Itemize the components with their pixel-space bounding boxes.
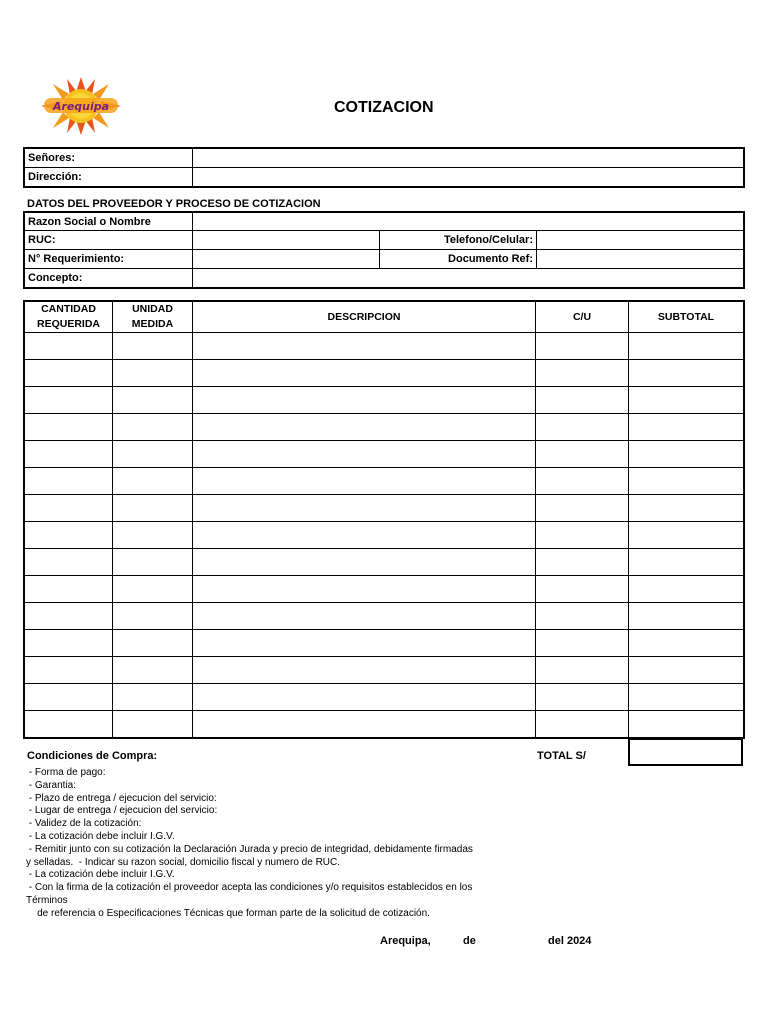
descripcion-cell[interactable] <box>193 495 536 522</box>
condition-line: - La cotización debe incluir I.G.V. <box>26 869 175 881</box>
cantidad-cell[interactable] <box>25 603 113 630</box>
cu-cell[interactable] <box>536 387 629 414</box>
cantidad-cell[interactable] <box>25 576 113 603</box>
subtotal-cell[interactable] <box>629 495 744 522</box>
descripcion-cell[interactable] <box>193 333 536 360</box>
item-row <box>25 387 744 414</box>
descripcion-cell[interactable] <box>193 522 536 549</box>
unidad-cell[interactable] <box>113 441 193 468</box>
arequipa-logo <box>40 76 122 136</box>
item-row <box>25 603 744 630</box>
direccion-field[interactable] <box>193 168 744 187</box>
concepto-field[interactable] <box>193 269 744 288</box>
ruc-label: RUC: <box>25 231 193 250</box>
unidad-cell[interactable] <box>113 711 193 738</box>
descripcion-cell[interactable] <box>193 711 536 738</box>
unidad-cell[interactable] <box>113 576 193 603</box>
item-row <box>25 549 744 576</box>
unidad-cell[interactable] <box>113 414 193 441</box>
subtotal-cell[interactable] <box>629 684 744 711</box>
cu-cell[interactable] <box>536 630 629 657</box>
requerimiento-label: N° Requerimiento: <box>25 250 193 269</box>
unidad-cell[interactable] <box>113 495 193 522</box>
footer-year: del 2024 <box>548 935 592 947</box>
item-row <box>25 441 744 468</box>
condition-line: - Plazo de entrega / ejecucion del servicio: <box>26 792 217 804</box>
razon-social-label: Razon Social o Nombre <box>25 213 193 231</box>
header-cu: C/U <box>536 302 629 333</box>
descripcion-cell[interactable] <box>193 414 536 441</box>
cu-cell[interactable] <box>536 441 629 468</box>
cu-cell[interactable] <box>536 333 629 360</box>
item-row <box>25 360 744 387</box>
cantidad-cell[interactable] <box>25 387 113 414</box>
item-row <box>25 495 744 522</box>
item-row <box>25 576 744 603</box>
items-table <box>24 301 744 738</box>
subtotal-cell[interactable] <box>629 468 744 495</box>
unidad-cell[interactable] <box>113 468 193 495</box>
conditions-list <box>26 767 516 921</box>
cantidad-cell[interactable] <box>25 360 113 387</box>
item-row <box>25 468 744 495</box>
documento-ref-label: Documento Ref: <box>380 250 537 269</box>
cantidad-cell[interactable] <box>25 684 113 711</box>
header-descripcion: DESCRIPCION <box>193 302 536 333</box>
razon-social-field[interactable] <box>193 213 744 231</box>
subtotal-cell[interactable] <box>629 441 744 468</box>
subtotal-cell[interactable] <box>629 576 744 603</box>
client-table <box>24 148 744 187</box>
condition-line: - Validez de la cotización: <box>26 818 142 830</box>
items-body <box>25 333 744 738</box>
item-row <box>25 414 744 441</box>
subtotal-cell[interactable] <box>629 549 744 576</box>
subtotal-cell[interactable] <box>629 630 744 657</box>
telefono-label: Telefono/Celular: <box>380 231 537 250</box>
header-cantidad: CANTIDAD REQUERIDA <box>25 302 113 333</box>
subtotal-cell[interactable] <box>629 522 744 549</box>
cu-cell[interactable] <box>536 576 629 603</box>
cu-cell[interactable] <box>536 360 629 387</box>
descripcion-cell[interactable] <box>193 387 536 414</box>
total-field[interactable] <box>628 738 743 766</box>
subtotal-cell[interactable] <box>629 603 744 630</box>
conditions-title: Condiciones de Compra: <box>27 750 158 762</box>
requerimiento-field[interactable] <box>193 250 380 269</box>
subtotal-cell[interactable] <box>629 711 744 738</box>
condition-line: - Con la firma de la cotización el proveedor acepta las condiciones y/o requisitos establecidos en los <box>26 882 473 894</box>
unidad-cell[interactable] <box>113 684 193 711</box>
unidad-cell[interactable] <box>113 630 193 657</box>
cantidad-cell[interactable] <box>25 495 113 522</box>
cantidad-cell[interactable] <box>25 333 113 360</box>
cu-cell[interactable] <box>536 495 629 522</box>
cantidad-cell[interactable] <box>25 468 113 495</box>
condition-line: de referencia o Especificaciones Técnicas que forman parte de la solicitud de cotización. <box>26 907 430 919</box>
cu-cell[interactable] <box>536 603 629 630</box>
subtotal-cell[interactable] <box>629 657 744 684</box>
documento-ref-field[interactable] <box>537 250 744 269</box>
condition-line: - Lugar de entrega / ejecucion del servicio: <box>26 805 218 817</box>
subtotal-cell[interactable] <box>629 387 744 414</box>
descripcion-cell[interactable] <box>193 657 536 684</box>
unidad-cell[interactable] <box>113 333 193 360</box>
page-title: COTIZACION <box>334 99 434 116</box>
telefono-field[interactable] <box>537 231 744 250</box>
unidad-cell[interactable] <box>113 522 193 549</box>
cu-cell[interactable] <box>536 549 629 576</box>
supplier-section-title: DATOS DEL PROVEEDOR Y PROCESO DE COTIZACION <box>27 198 321 210</box>
cu-cell[interactable] <box>536 711 629 738</box>
item-row <box>25 522 744 549</box>
cu-cell[interactable] <box>536 657 629 684</box>
cantidad-cell[interactable] <box>25 711 113 738</box>
descripcion-cell[interactable] <box>193 468 536 495</box>
items-header-row <box>25 302 744 333</box>
descripcion-cell[interactable] <box>193 360 536 387</box>
item-row <box>25 630 744 657</box>
item-row <box>25 684 744 711</box>
header-subtotal: SUBTOTAL <box>629 302 744 333</box>
unidad-cell[interactable] <box>113 360 193 387</box>
subtotal-cell[interactable] <box>629 414 744 441</box>
cu-cell[interactable] <box>536 684 629 711</box>
cantidad-cell[interactable] <box>25 414 113 441</box>
unidad-cell[interactable] <box>113 603 193 630</box>
descripcion-cell[interactable] <box>193 576 536 603</box>
item-row <box>25 711 744 738</box>
ruc-field[interactable] <box>193 231 380 250</box>
direccion-label: Dirección: <box>25 168 193 187</box>
cantidad-cell[interactable] <box>25 549 113 576</box>
total-label: TOTAL S/ <box>537 750 586 762</box>
descripcion-cell[interactable] <box>193 630 536 657</box>
descripcion-cell[interactable] <box>193 603 536 630</box>
senores-label: Señores: <box>25 149 193 168</box>
concepto-label: Concepto: <box>25 269 193 288</box>
senores-field[interactable] <box>193 149 744 168</box>
condition-line: - La cotización debe incluir I.G.V. <box>26 830 175 842</box>
descripcion-cell[interactable] <box>193 684 536 711</box>
condition-line: - Remitir junto con su cotización la Declaración Jurada y precio de integridad, debidamente firmadas <box>26 843 473 855</box>
descripcion-cell[interactable] <box>193 441 536 468</box>
footer-de: de <box>463 935 476 947</box>
logo-text: Arequipa <box>52 100 110 113</box>
cantidad-cell[interactable] <box>25 630 113 657</box>
descripcion-cell[interactable] <box>193 549 536 576</box>
footer-city: Arequipa, <box>380 935 431 947</box>
unidad-cell[interactable] <box>113 657 193 684</box>
item-row <box>25 657 744 684</box>
supplier-table <box>24 212 744 288</box>
condition-line: y selladas. - Indicar su razon social, domicilio fiscal y numero de RUC. <box>26 856 341 868</box>
condition-line: - Forma de pago: <box>26 767 106 778</box>
header-unidad: UNIDAD MEDIDA <box>113 302 193 333</box>
cu-cell[interactable] <box>536 468 629 495</box>
item-row <box>25 333 744 360</box>
condition-line: - Garantia: <box>26 779 77 791</box>
cantidad-cell[interactable] <box>25 522 113 549</box>
cantidad-cell[interactable] <box>25 441 113 468</box>
cu-cell[interactable] <box>536 414 629 441</box>
condition-line: Términos <box>26 894 68 906</box>
cu-cell[interactable] <box>536 522 629 549</box>
subtotal-cell[interactable] <box>629 333 744 360</box>
cantidad-cell[interactable] <box>25 657 113 684</box>
unidad-cell[interactable] <box>113 387 193 414</box>
subtotal-cell[interactable] <box>629 360 744 387</box>
unidad-cell[interactable] <box>113 549 193 576</box>
